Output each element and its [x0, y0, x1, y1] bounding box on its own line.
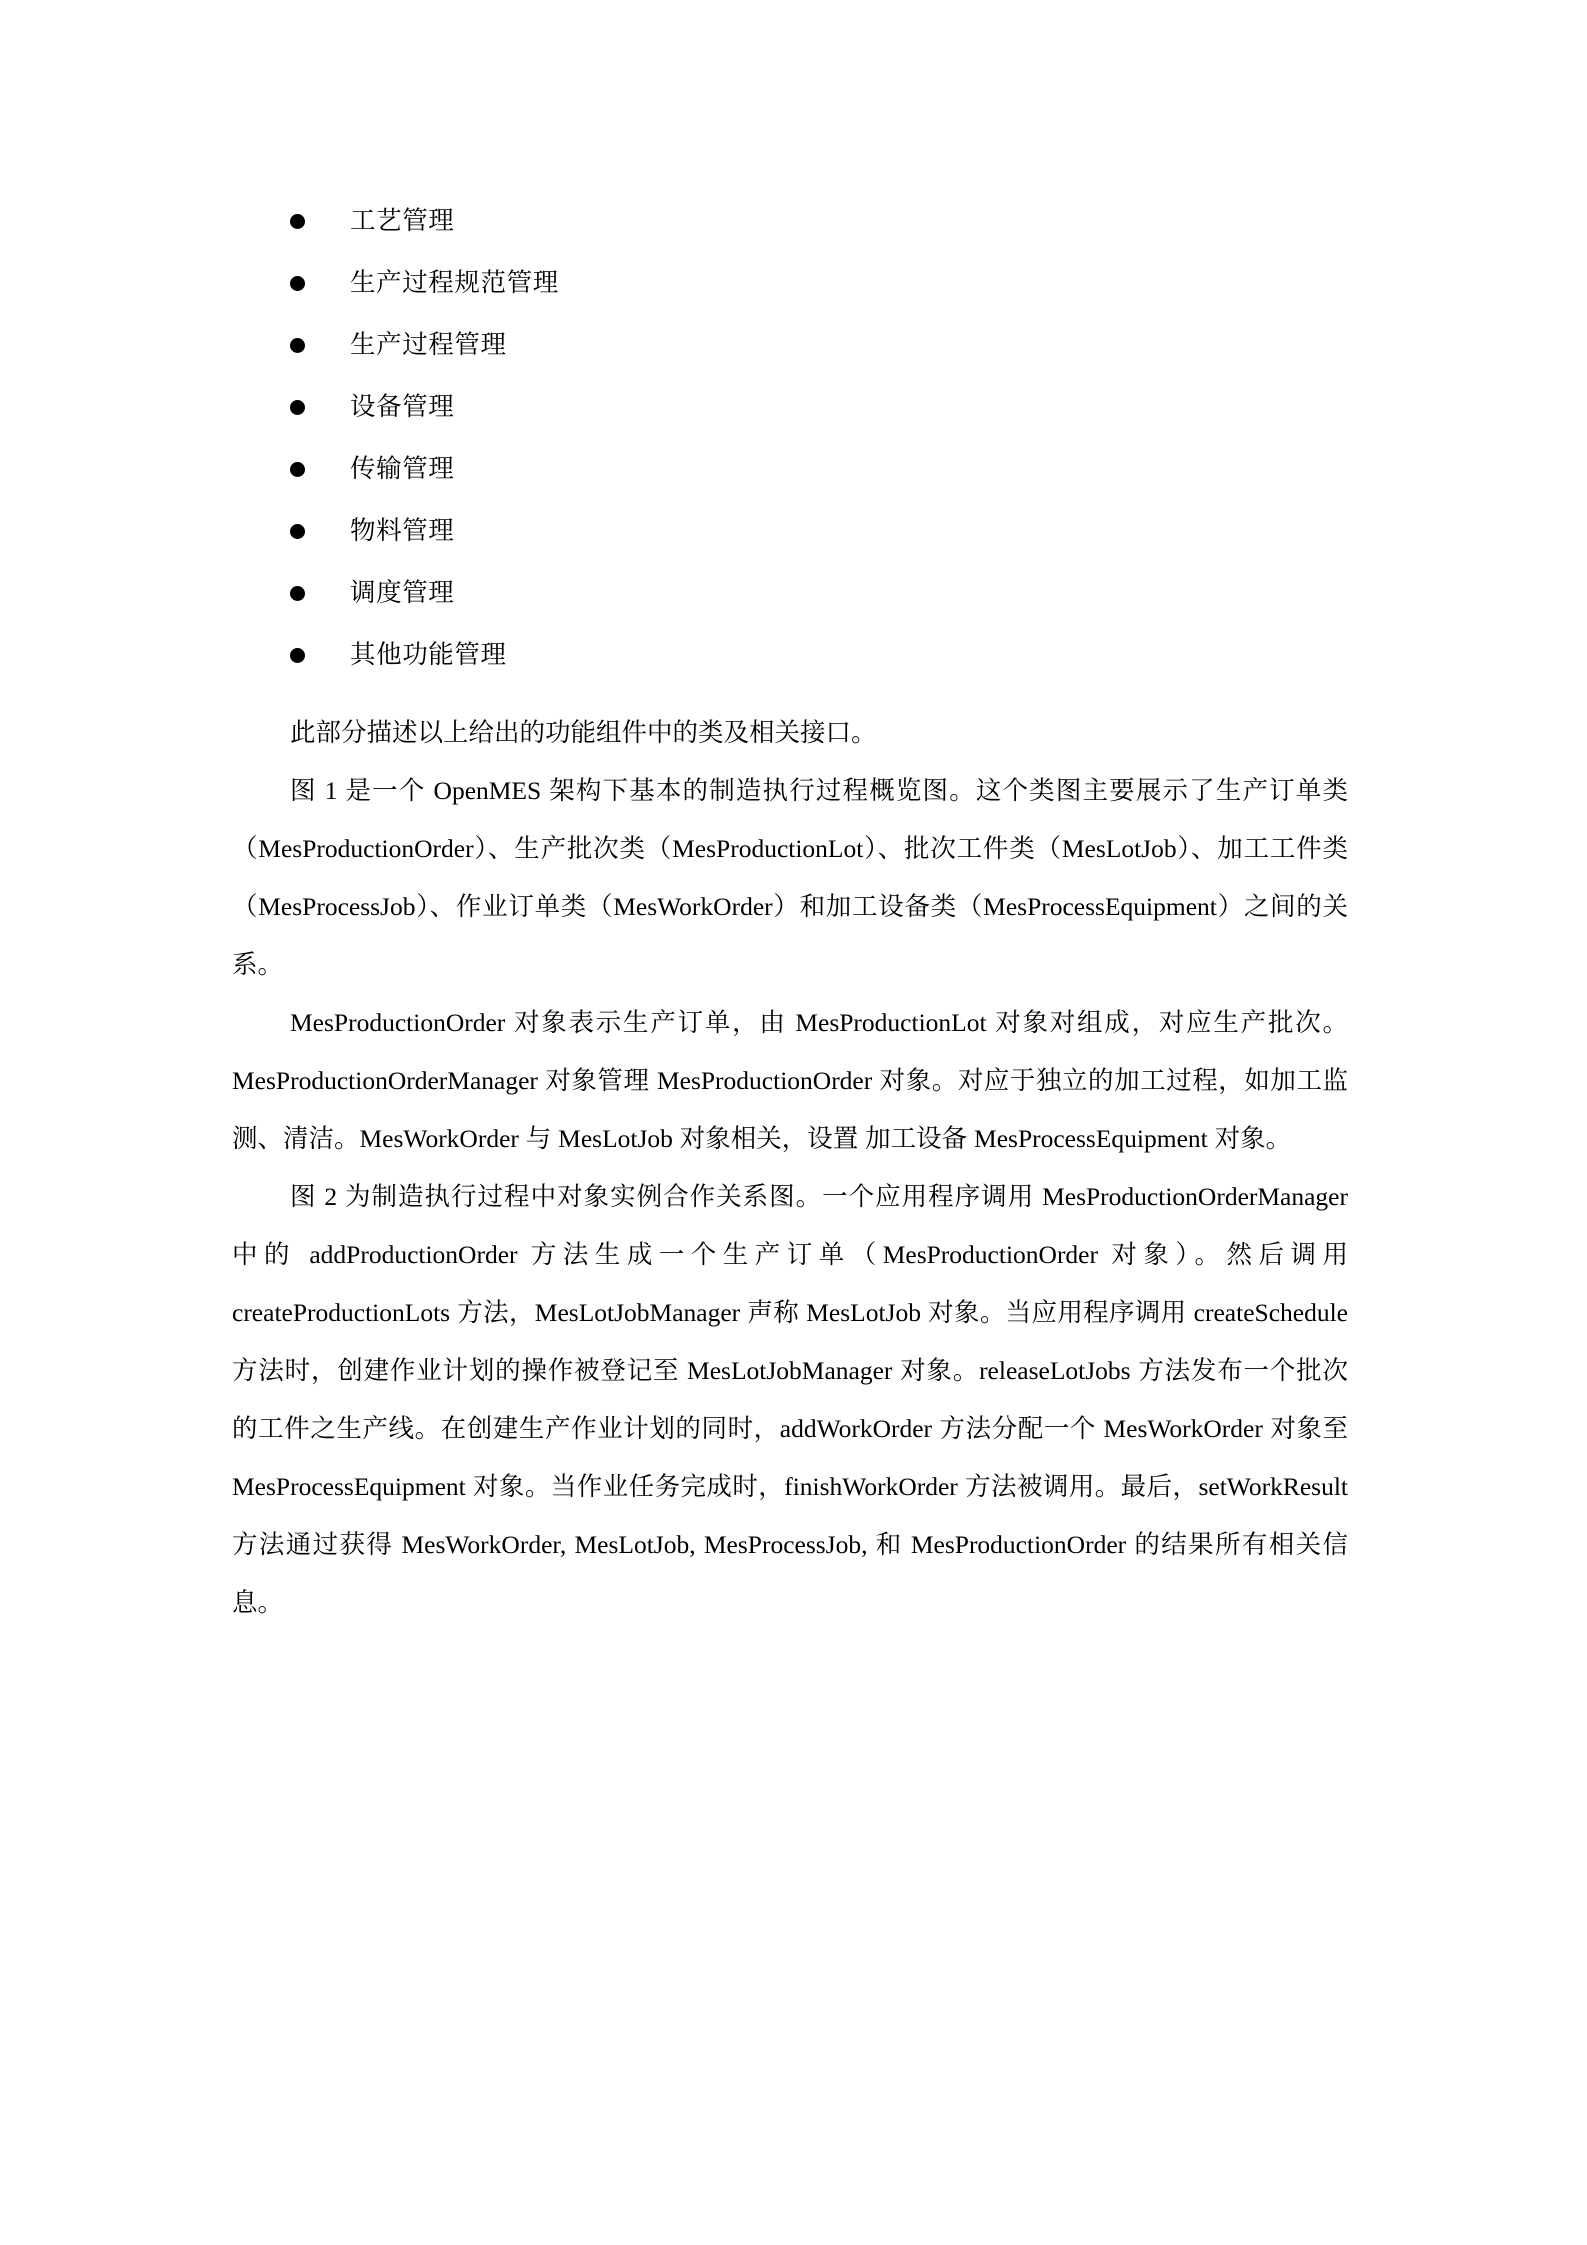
list-item-label: 其他功能管理: [350, 640, 507, 669]
bullet-point-icon: [290, 524, 305, 539]
list-item: [232, 314, 1348, 376]
list-item-label: 生产过程管理: [350, 330, 507, 359]
list-item: [232, 190, 1348, 252]
bullet-point-icon: [290, 648, 305, 663]
list-item: [232, 252, 1348, 314]
bullet-point-icon: [290, 586, 305, 601]
bullet-point-icon: [290, 338, 305, 353]
list-item-label: 物料管理: [350, 516, 455, 545]
list-item-label: 工艺管理: [350, 206, 455, 235]
list-item: [232, 376, 1348, 438]
paragraph-production-order: MesProductionOrder 对象表示生产订单，由 MesProductionLot 对象对组成，对应生产批次。MesProductionOrderManager 对象管理 MesProductionOrder 对象。对应于独立的加工过程，如加工监测、清洁。MesWorkOrder 与 MesLotJob 对象相关，设置 加工设备 MesProcessEquipment 对象。: [232, 1008, 1348, 1153]
list-item-label: 调度管理: [350, 578, 455, 607]
paragraph-summary: 此部分描述以上给出的功能组件中的类及相关接口。: [290, 718, 877, 747]
list-item: [232, 562, 1348, 624]
bullet-point-icon: [290, 276, 305, 291]
bullet-point-icon: [290, 214, 305, 229]
document-content: [232, 190, 1348, 1632]
paragraph-figure-2: 图 2 为制造执行过程中对象实例合作关系图。一个应用程序调用 MesProductionOrderManager 中的 addProductionOrder 方法生成一个生产订单（MesProductionOrder 对象）。然后调用 createProductionLots 方法，MesLotJobManager 声称 MesLotJob 对象。当应用程序调用 createSchedule 方法时，创建作业计划的操作被登记至 MesLotJobManager 对象。releaseLotJobs 方法发布一个批次的工件之生产线。在创建生产作业计划的同时，addWorkOrder 方法分配一个 MesWorkOrder 对象至 MesProcessEquipment 对象。当作业任务完成时，finishWorkOrder 方法被调用。最后，setWorkResult 方法通过获得 MesWorkOrder, MesLotJob, MesProcessJob, 和 MesProductionOrder 的结果所有相关信息。: [232, 1182, 1348, 1617]
feature-bullet-list: [232, 190, 1348, 686]
paragraph-figure-1: 图 1 是一个 OpenMES 架构下基本的制造执行过程概览图。这个类图主要展示了生产订单类（MesProductionOrder）、生产批次类（MesProductionLot）、批次工件类（MesLotJob）、加工工件类（MesProcessJob）、作业订单类（MesWorkOrder）和加工设备类（MesProcessEquipment）之间的关系。: [232, 776, 1348, 979]
bullet-point-icon: [290, 462, 305, 477]
list-item-label: 生产过程规范管理: [350, 268, 559, 297]
list-item: [232, 438, 1348, 500]
list-item-label: 传输管理: [350, 454, 455, 483]
list-item: [232, 500, 1348, 562]
list-item-label: 设备管理: [350, 392, 455, 421]
bullet-point-icon: [290, 400, 305, 415]
list-item: [232, 624, 1348, 686]
